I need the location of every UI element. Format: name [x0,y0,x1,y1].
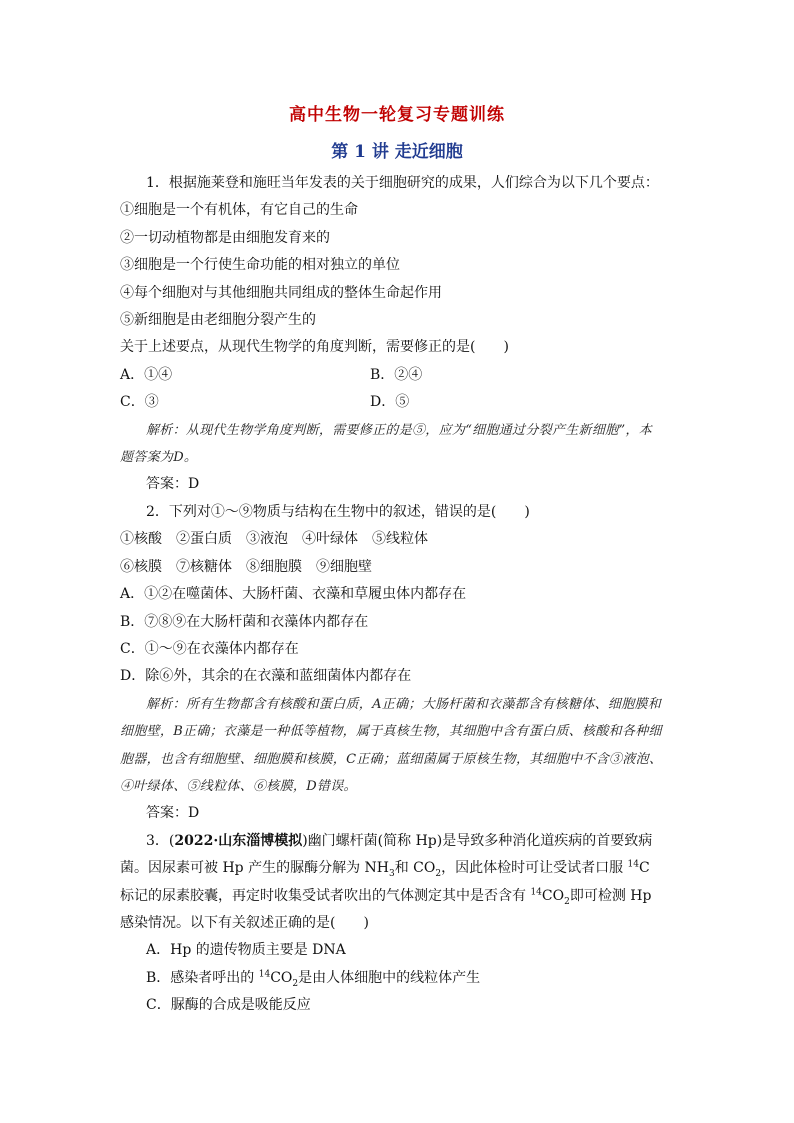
q3-option-c: C．脲酶的合成是吸能反应 [146,997,311,1014]
document-title: 高中生物一轮复习专题训练 [289,105,505,125]
q1-option-a: A．①④ [120,366,173,383]
q1-stem: 1．根据施莱登和施旺当年发表的关于细胞研究的成果，人们综合为以下几个要点： [146,175,659,191]
q1-question: 关于上述要点，从现代生物学的角度判断，需要修正的是( ) [120,339,509,356]
q2-answer: 答案：D [146,805,200,822]
q2-option-c: C．①～⑨在衣藻体内都存在 [120,640,299,657]
q3-option-b: B．感染者呼出的 $^{14}CO_2$是由人体细胞中的线粒体产生 [146,969,481,989]
q3-option-a: A．Hp 的遗传物质主要是 DNA [146,942,346,959]
q1-option-b: B．②④ [370,366,423,383]
q3-stem: 3．(2022·山东淄博模拟)幽门螺杆菌(简称 Hp)是导致多种消化道疾病的首要致病菌。因尿素可被 Hp 产生的脲酶分解为 $NH_3$和 $CO_2$，因此体检时可让受试者口服 $^{14}$C 标记的尿素胶囊，再定时收集受试者吹出的气体测定其中是否含有 $^{14}CO_2$即可检测 Hp 感染情况。以下有关叙述正确的是( ) [120,832,653,931]
q3-source: 2022·山东淄博模拟 [174,832,303,849]
q1-point-1: ①细胞是一个有机体，有它自己的生命 [120,202,358,219]
q1-point-5: ⑤新细胞是由老细胞分裂产生的 [120,312,316,329]
document-body [120,170,664,1020]
q1-explanation: 解析：从现代生物学角度判断，需要修正的是⑤，应为“细胞通过分裂产生新细胞”，本题答案为D。 [120,422,652,466]
chapter-title: 第 1 讲 走近细胞 [331,142,463,162]
q1-option-d: D．⑤ [370,394,410,411]
q2-stem: 2．下列对①～⑨物质与结构在生物中的叙述，错误的是( ) [146,503,530,520]
q1-point-2: ②一切动植物都是由细胞发育来的 [120,229,330,246]
q2-items-row-1: ①核酸 ②蛋白质 ③液泡 ④叶绿体 ⑤线粒体 [120,531,428,548]
q1-answer: 答案：D [146,476,200,493]
q2-option-d: D．除⑥外，其余的在衣藻和蓝细菌体内都存在 [120,668,412,685]
q2-explanation: 解析：所有生物都含有核酸和蛋白质，A正确；大肠杆菌和衣藻都含有核糖体、细胞膜和细胞壁，B正确；衣藻是一种低等植物，属于真核生物，其细胞中含有蛋白质、核酸和各种细胞器，也含有细胞壁、细胞膜和核膜，C正确；蓝细菌属于原核生物，其细胞中不含③液泡、④叶绿体、⑤线粒体、⑥核膜，D错误。 [120,696,663,794]
q2-items-row-2: ⑥核膜 ⑦核糖体 ⑧细胞膜 ⑨细胞壁 [120,558,372,575]
q1-options-row-2 [120,389,664,416]
q1-point-3: ③细胞是一个行使生命功能的相对独立的单位 [120,257,400,274]
q1-option-c: C．③ [120,394,159,411]
q2-option-a: A．①②在噬菌体、大肠杆菌、衣藻和草履虫体内都存在 [120,586,467,603]
q1-options-row-1 [120,362,664,389]
q2-option-b: B．⑦⑧⑨在大肠杆菌和衣藻体内都存在 [120,613,369,630]
q1-point-4: ④每个细胞对与其他细胞共同组成的整体生命起作用 [120,284,442,301]
